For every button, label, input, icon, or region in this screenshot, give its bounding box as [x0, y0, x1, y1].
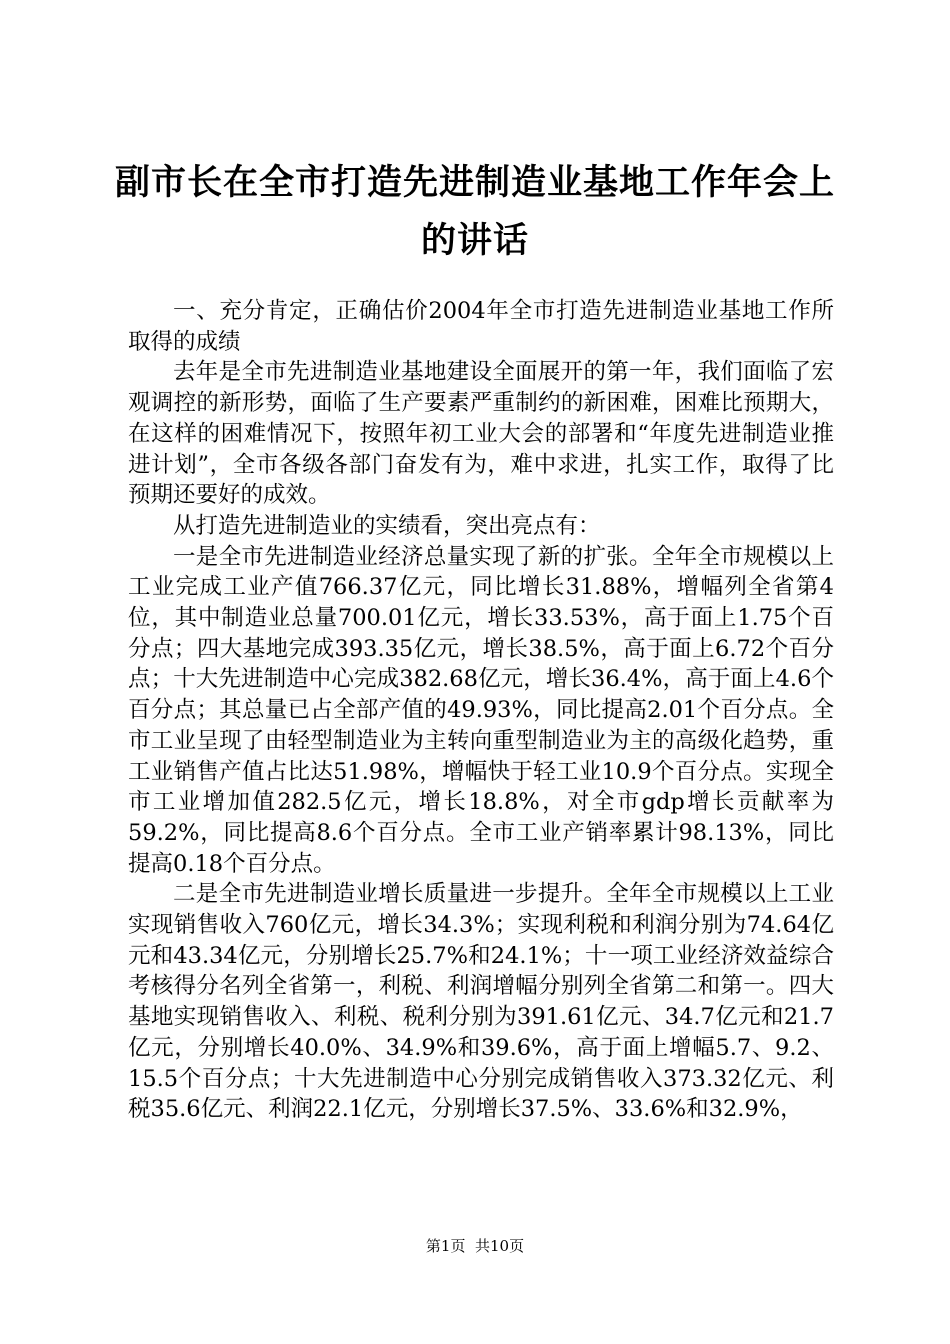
- paragraph: 去年是全市先进制造业基地建设全面展开的第一年，我们面临了宏观调控的新形势，面临了生产要素严重制约的新困难，困难比预期大，在这样的困难情况下，按照年初工业大会的部署和“年度先进制造业推进计划”，全市各级各部门奋发有为，难中求进，扎实工作，取得了比预期还要好的成效。: [128, 359, 834, 509]
- page-footer: [0, 1236, 950, 1256]
- page-number: 第1页 共10页: [425, 1237, 525, 1255]
- document-title-line-2: 的讲话: [420, 221, 529, 261]
- paragraph: 从打造先进制造业的实绩看，突出亮点有：: [173, 512, 601, 539]
- section-heading: 一、充分肯定，正确估价2004年全市打造先进制造业基地工作所取得的成绩: [128, 298, 834, 355]
- document-body: [128, 296, 834, 1125]
- paragraph: 一是全市先进制造业经济总量实现了新的扩张。全年全市规模以上工业完成工业产值766.37亿元，同比增长31.88%，增幅列全省第4位，其中制造业总量700.01亿元，增长33.53%，高于面上1.75个百分点；四大基地完成393.35亿元，增长38.5%，高于面上6.72个百分点；十大先进制造中心完成382.68亿元，增长36.4%，高于面上4.6个百分点；其总量已占全部产值的49.93%，同比提高2.01个百分点。全市工业呈现了由轻型制造业为主转向重型制造业为主的高级化趋势，重工业销售产值占比达51.98%，增幅快于轻工业10.9个百分点。实现全市工业增加值282.5亿元，增长18.8%，对全市gdp增长贡献率为59.2%，同比提高8.6个百分点。全市工业产销率累计98.13%，同比提高0.18个百分点。: [128, 543, 834, 877]
- document-title-line-1: 副市长在全市打造先进制造业基地工作年会上: [114, 163, 835, 203]
- paragraph: 二是全市先进制造业增长质量进一步提升。全年全市规模以上工业实现销售收入760亿元，增长34.3%；实现利税和利润分别为74.64亿元和43.34亿元，分别增长25.7%和24.1%；十一项工业经济效益综合考核得分名列全省第一，利税、利润增幅分别列全省第二和第一。四大基地实现销售收入、利税、税利分别为391.61亿元、34.7亿元和21.7亿元，分别增长40.0%、34.9%和39.6%，高于面上增幅5.7、9.2、15.5个百分点；十大先进制造中心分别完成销售收入373.32亿元、利税35.6亿元、利润22.1亿元，分别增长37.5%、33.6%和32.9%，: [128, 881, 834, 1123]
